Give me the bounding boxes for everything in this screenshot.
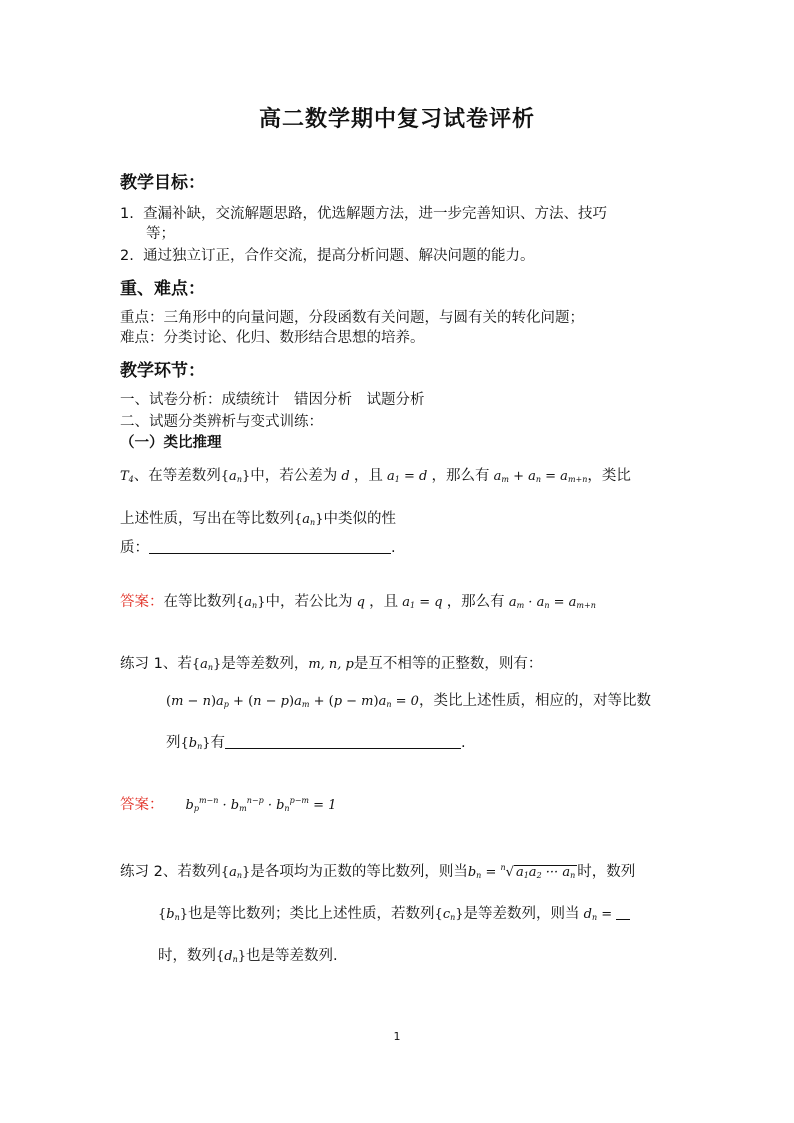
process-line-2: 二、试题分类辨析与变式训练：	[120, 414, 323, 430]
page-title: 高二数学期中复习试卷评析	[258, 107, 535, 132]
answer-blank[interactable]	[225, 733, 461, 749]
answer-blank[interactable]	[616, 904, 630, 920]
answer-blank[interactable]	[149, 538, 391, 554]
exercise-1-line-3: 列$\{b_n\}$有 .	[166, 735, 466, 751]
t4-line-2: 上述性质，写出在等比数列$\{a_n\}$中类似的性	[120, 511, 396, 527]
answer-label: 答案：	[120, 797, 164, 813]
key-point-difficulty: 难点：分类讨论、化归、数形结合思想的培养。	[120, 330, 425, 346]
answer-2: 答案： $b_p^{m-n} \cdot b_m^{n-p} \cdot b_n^{p-m} = 1$	[120, 796, 337, 813]
objective-num: 1.	[120, 206, 134, 222]
t4-label: $T_4$	[120, 469, 134, 484]
exercise-1-line-2: $(m - n)a_p + (n - p)a_m + (p - m)a_n = 0$，类比上述性质，相应的，对等比数	[166, 693, 651, 709]
process-line-1: 一、试卷分析：成绩统计 错因分析 试题分析	[120, 392, 425, 408]
objectives-heading: 教学目标：	[120, 173, 205, 193]
process-heading: 教学环节：	[120, 361, 205, 381]
t4-line-3: 质： .	[120, 540, 396, 556]
t4-line-1: $T_4$、在等差数列$\{a_n\}$中，若公差为 d ，且 $a_1 = d$ ，那么有 $a_m + a_n = a_{m+n}$，类比	[120, 468, 631, 484]
answer-label: 答案：	[120, 594, 164, 610]
objective-text: 查漏补缺，交流解题思路，优选解题方法，进一步完善知识、方法、技巧	[143, 206, 608, 222]
process-subheading: （一）类比推理	[120, 435, 222, 451]
exercise-1-line-1: 练习 1、若$\{a_n\}$是等差数列，m, n, p是互不相等的正整数，则有：	[120, 656, 543, 672]
exercise-2-line-1: 练习 2、若数列$\{a_n\}$是各项均为正数的等比数列，则当$b_n = ^n√$ $a_1a_2$ ··· $a_n$ 时，数列	[120, 860, 635, 883]
exercise-2-line-3: 时，数列$\{d_n\}$也是等差数列.	[158, 948, 338, 964]
objective-item-1	[120, 202, 607, 223]
key-point-focus: 重点：三角形中的向量问题，分段函数有关问题，与圆有关的转化问题；	[120, 310, 584, 326]
objective-item-1-cont: 等；	[146, 226, 175, 242]
page-number: 1	[393, 1030, 401, 1043]
objective-num: 2.	[120, 248, 134, 264]
objective-text: 通过独立订正，合作交流，提高分析问题、解决问题的能力。	[143, 248, 535, 264]
objective-item-2	[120, 244, 535, 265]
exercise-2-line-2: $\{b_n\}$也是等比数列；类比上述性质，若数列$\{c_n\}$是等差数列，则当 $d_n$ =	[158, 902, 630, 923]
key-points-heading: 重、难点：	[120, 279, 205, 299]
answer-1: 答案：在等比数列$\{a_n\}$中，若公比为 q ，且 $a_1 = q$ ，那么有 $a_m \cdot a_n = a_{m+n}$	[120, 594, 596, 610]
